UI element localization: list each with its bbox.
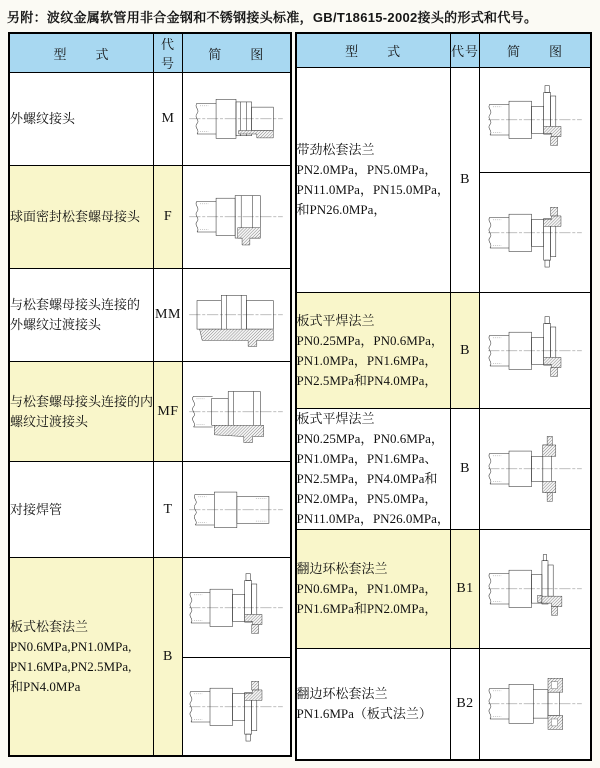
left-joint-table <box>8 32 292 757</box>
page-caption: 另附：波纹金属软管用非合金钢和不锈钢接头标准，GB/T18615-2002接头的形式和代号。 <box>7 10 538 25</box>
diagram-neck-loose-flange-lower <box>480 196 590 270</box>
joint-row <box>296 68 592 173</box>
code-cell: M <box>154 73 183 166</box>
right-joint-table <box>295 32 593 761</box>
diagram-cell <box>480 530 591 649</box>
type-cell <box>296 293 451 409</box>
diagram-cell <box>480 409 591 530</box>
type-line: PN2.0MPa，PN5.0MPa， <box>296 491 438 506</box>
code-cell: B <box>450 293 479 409</box>
diagram-header: 简 图 <box>480 33 591 68</box>
type-cell <box>296 409 451 530</box>
code-cell: T <box>154 462 183 558</box>
diagram-plate-flat-weld-flange-sectioned <box>480 432 590 506</box>
type-line: 与松套螺母接头连接的内 <box>10 393 154 409</box>
tables-wrap <box>8 32 592 761</box>
joint-row <box>296 530 592 649</box>
header-row <box>296 33 592 68</box>
type-line: PN11.0MPa，PN26.0MPa， <box>296 511 450 526</box>
diagram-cell <box>182 269 290 362</box>
diagram-plate-flat-weld-flange <box>480 314 590 388</box>
type-line: 对接焊管 <box>10 501 63 517</box>
type-line: 与松套螺母接头连接的 <box>10 297 141 312</box>
diagram-cell <box>182 462 290 558</box>
joint-row <box>9 462 291 558</box>
type-line: PN1.6MPa,PN2.5MPa, <box>10 658 132 674</box>
diagram-cell <box>480 68 591 173</box>
type-line: 螺纹过渡接头 <box>10 413 89 429</box>
joint-row <box>9 73 291 166</box>
type-line: PN0.25MPa，PN0.6MPa， <box>296 332 444 348</box>
code-cell: B2 <box>450 649 479 761</box>
diagram-cell <box>182 362 290 462</box>
code-cell: MM <box>154 269 183 362</box>
diagram-plate-loose-flange-lower <box>183 670 290 744</box>
type-line: 板式平焊法兰 <box>296 411 375 426</box>
type-line: PN11.0MPa，PN15.0MPa， <box>296 182 450 197</box>
type-line: 和PN26.0MPa， <box>296 202 387 217</box>
diagram-cell <box>480 293 591 409</box>
diagram-cell <box>182 558 290 658</box>
code-header: 代号 <box>450 33 479 68</box>
diagram-plate-loose-flange-upper <box>183 571 290 645</box>
type-line: PN1.6MPa（板式法兰） <box>296 706 432 721</box>
type-cell <box>9 462 154 558</box>
diagram-neck-loose-flange-upper <box>480 83 590 157</box>
type-line: PN2.5MPa和PN4.0MPa， <box>296 372 438 388</box>
type-line: PN0.6MPa，PN1.0MPa， <box>296 581 438 596</box>
joint-row <box>296 409 592 530</box>
diagram-cell <box>480 173 591 293</box>
type-header: 型 式 <box>9 33 154 73</box>
header-row <box>9 33 291 73</box>
diagram-sphere-seal-loose-nut-joint <box>183 180 290 254</box>
joint-row <box>9 166 291 269</box>
type-line: PN0.25MPa，PN0.6MPa， <box>296 431 444 446</box>
type-line: 翻边环松套法兰 <box>296 561 388 576</box>
code-cell: B <box>450 68 479 293</box>
diagram-male-thread-transition-joint <box>183 278 290 352</box>
joint-row <box>296 649 592 761</box>
type-line: PN1.0MPa，PN1.6MPa， <box>296 352 438 368</box>
diagram-cell <box>182 166 290 269</box>
diagram-flared-ring-loose-plate-flange <box>480 667 590 741</box>
type-line: 带劲松套法兰 <box>296 142 375 157</box>
type-cell <box>9 166 154 269</box>
diagram-header: 简 图 <box>182 33 290 73</box>
type-line: 翻边环松套法兰 <box>296 686 388 701</box>
type-line: PN2.0MPa，PN5.0MPa， <box>296 162 438 177</box>
joint-row <box>9 362 291 462</box>
code-cell: MF <box>154 362 183 462</box>
code-cell: B <box>450 409 479 530</box>
type-cell <box>9 269 154 362</box>
type-header: 型 式 <box>296 33 451 68</box>
type-cell <box>9 362 154 462</box>
code-cell: B <box>154 558 183 757</box>
diagram-flared-ring-loose-flange <box>480 552 590 626</box>
diagram-cell <box>182 658 290 757</box>
diagram-female-thread-transition-joint <box>183 375 290 449</box>
joint-row <box>9 269 291 362</box>
type-line: 球面密封松套螺母接头 <box>10 209 141 224</box>
type-cell <box>296 530 451 649</box>
joint-row <box>9 558 291 658</box>
type-cell <box>9 73 154 166</box>
type-line: 外螺纹接头 <box>10 111 76 126</box>
diagram-cell <box>182 73 290 166</box>
diagram-butt-weld-pipe <box>183 473 290 547</box>
type-line: PN0.6MPa,PN1.0MPa, <box>10 638 132 654</box>
type-line: PN2.5MPa，PN4.0MPa和 <box>296 471 438 486</box>
code-header: 代号 <box>154 33 183 73</box>
type-cell <box>296 68 451 293</box>
code-cell: B1 <box>450 530 479 649</box>
type-line: 板式松套法兰 <box>10 618 89 634</box>
type-line: 板式平焊法兰 <box>296 312 375 328</box>
type-line: PN1.6MPa和PN2.0MPa， <box>296 601 438 616</box>
code-cell: F <box>154 166 183 269</box>
type-cell <box>296 649 451 761</box>
diagram-cell <box>480 649 591 761</box>
diagram-male-thread-joint <box>183 82 290 156</box>
type-line: 外螺纹过渡接头 <box>10 317 102 332</box>
joint-row <box>296 293 592 409</box>
type-line: PN1.0MPa，PN1.6MPa、 <box>296 451 438 466</box>
type-line: 和PN4.0MPa <box>10 678 81 694</box>
type-cell <box>9 558 154 757</box>
